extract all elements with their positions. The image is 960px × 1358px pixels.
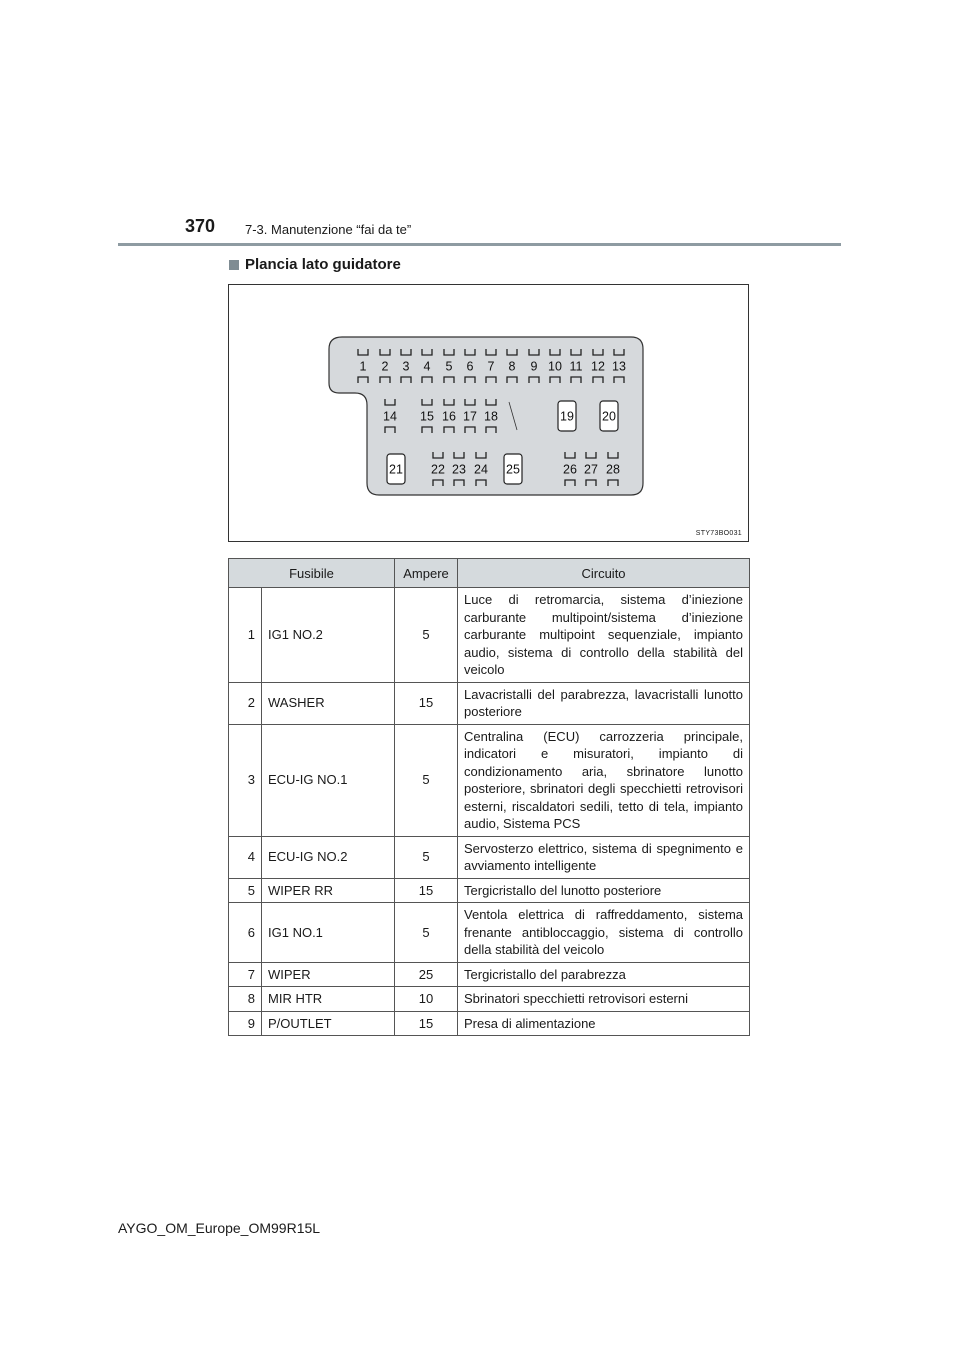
fuse-label: 17 (463, 409, 477, 424)
fuse-table (228, 558, 750, 1036)
fuse-21 (387, 454, 405, 484)
fuse-ampere: 15 (395, 682, 458, 724)
table-row (229, 588, 750, 683)
fuse-label: 12 (591, 359, 605, 374)
table-row (229, 1011, 750, 1036)
fuse-circuit: Lavacristalli del parabrezza, lavacristalli lunotto posteriore (458, 682, 750, 724)
fuse-name: MIR HTR (262, 987, 395, 1012)
fuse-circuit: Sbrinatori specchietti retrovisori esterni (458, 987, 750, 1012)
fuse-name: ECU-IG NO.2 (262, 836, 395, 878)
fuse-label: 27 (584, 462, 598, 477)
fuse-label: 11 (569, 359, 583, 374)
fuse-number: 7 (229, 962, 262, 987)
fuse-label: 24 (474, 462, 488, 477)
header-rule (118, 243, 841, 246)
fuse-circuit: Luce di retromarcia, sistema d’iniezione carburante multipoint/sistema d’iniezione carburante multipoint sequenziale, impianto audio, sistema di controllo della stabilità del veicolo (458, 588, 750, 683)
header-fusibile: Fusibile (229, 559, 395, 588)
fuse-number: 5 (229, 878, 262, 903)
fuse-ampere: 15 (395, 878, 458, 903)
fuse-circuit: Presa di alimentazione (458, 1011, 750, 1036)
fuse-label: 19 (560, 409, 574, 424)
fuse-ampere: 5 (395, 724, 458, 836)
table-row (229, 724, 750, 836)
fuse-name: ECU-IG NO.1 (262, 724, 395, 836)
table-row (229, 836, 750, 878)
table-row (229, 962, 750, 987)
page-number: 370 (185, 216, 216, 236)
fuse-label: 4 (423, 359, 431, 374)
fuse-number: 9 (229, 1011, 262, 1036)
fuse-label: 20 (602, 409, 616, 424)
fuse-box-diagram (229, 285, 748, 541)
fuse-label: 1 (359, 359, 367, 374)
fuse-ampere: 15 (395, 1011, 458, 1036)
fuse-name: WIPER RR (262, 878, 395, 903)
subheading (229, 256, 401, 273)
fuse-label: 9 (530, 359, 538, 374)
header-circuito: Circuito (458, 559, 750, 588)
table-row (229, 903, 750, 963)
fuse-number: 1 (229, 588, 262, 683)
fuse-circuit: Servosterzo elettrico, sistema di spegnimento e avviamento intelligente (458, 836, 750, 878)
fuse-label: 22 (431, 462, 445, 477)
fuse-label: 23 (452, 462, 466, 477)
fuse-label: 18 (484, 409, 498, 424)
fuse-label: 3 (402, 359, 410, 374)
header-ampere: Ampere (395, 559, 458, 588)
fuse-box-figure (228, 284, 749, 542)
fuse-label: 13 (612, 359, 626, 374)
fuse-label: 16 (442, 409, 456, 424)
table-row (229, 987, 750, 1012)
fuse-label: 6 (466, 359, 474, 374)
fuse-number: 6 (229, 903, 262, 963)
fuse-label: 21 (389, 462, 403, 477)
fuse-name: WASHER (262, 682, 395, 724)
fuse-name: WIPER (262, 962, 395, 987)
fuse-circuit: Centralina (ECU) carrozzeria principale, indicatori e misuratori, impianto di condizionamento aria, sbrinatore lunotto posteriore, sbrinatori degli specchietti retrovisori esterni, riscaldatori sedili, tetto di tela, impianto audio, Sistema PCS (458, 724, 750, 836)
fuse-label: 5 (445, 359, 453, 374)
fuse-number: 8 (229, 987, 262, 1012)
fuse-name: IG1 NO.1 (262, 903, 395, 963)
fuse-label: 25 (506, 462, 520, 477)
square-bullet-icon (229, 260, 239, 270)
fuse-ampere: 25 (395, 962, 458, 987)
fuse-label: 26 (563, 462, 577, 477)
figure-code: STY73BO031 (695, 530, 742, 537)
table-header-row (229, 559, 750, 588)
table-row (229, 682, 750, 724)
fuse-number: 2 (229, 682, 262, 724)
subheading-text: Plancia lato guidatore (245, 256, 401, 273)
fuse-ampere: 5 (395, 588, 458, 683)
fuse-label: 14 (383, 409, 397, 424)
fuse-label: 28 (606, 462, 620, 477)
fuse-label: 15 (420, 409, 434, 424)
fuse-ampere: 5 (395, 836, 458, 878)
fuse-label: 7 (487, 359, 495, 374)
fuse-ampere: 5 (395, 903, 458, 963)
section-title: 7-3. Manutenzione “fai da te” (245, 222, 412, 237)
fuse-name: P/OUTLET (262, 1011, 395, 1036)
footer-doc-code: AYGO_OM_Europe_OM99R15L (118, 1220, 321, 1236)
fuse-circuit: Tergicristallo del lunotto posteriore (458, 878, 750, 903)
fuse-25 (504, 454, 522, 484)
fuse-ampere: 10 (395, 987, 458, 1012)
fuse-circuit: Ventola elettrica di raffreddamento, sistema frenante antibloccaggio, sistema di controllo della stabilità del veicolo (458, 903, 750, 963)
fuse-circuit: Tergicristallo del parabrezza (458, 962, 750, 987)
table-row (229, 878, 750, 903)
fuse-name: IG1 NO.2 (262, 588, 395, 683)
fuse-label: 8 (508, 359, 516, 374)
fuse-19 (558, 401, 576, 431)
fuse-label: 2 (381, 359, 389, 374)
fuse-20 (600, 401, 618, 431)
fuse-label: 10 (548, 359, 562, 374)
fuse-number: 4 (229, 836, 262, 878)
fuse-number: 3 (229, 724, 262, 836)
